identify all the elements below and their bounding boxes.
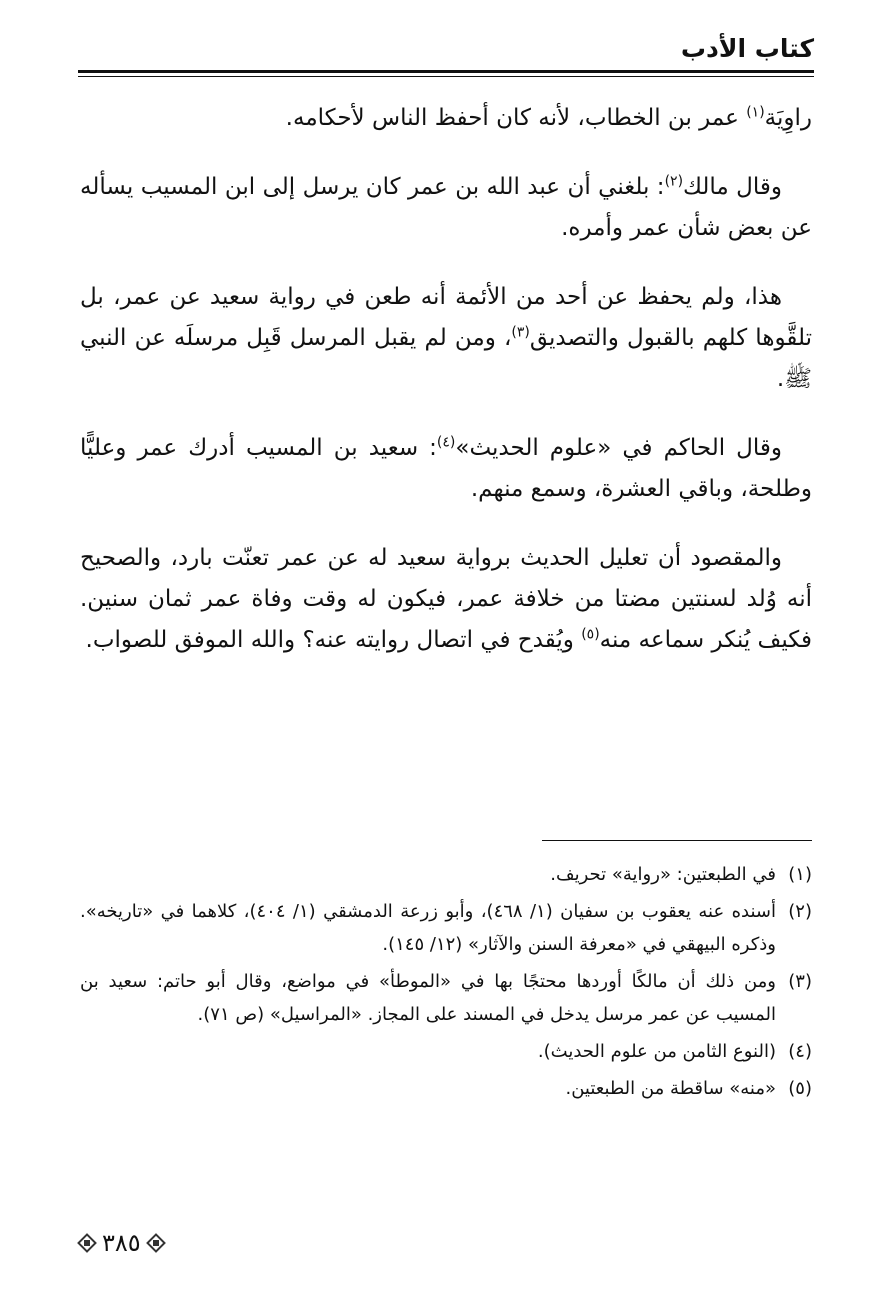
header-rule-thick <box>78 70 814 73</box>
main-text <box>80 98 812 689</box>
chapter-title: كتاب الأدب <box>680 34 814 63</box>
diamond-ornament-icon <box>78 1234 96 1252</box>
paragraph-text: هذا، ولم يحفظ عن أحد من الأئمة أنه طعن في رواية سعيد عن عمر، بل تلقَّوها كلهم بالقبول والتصديق <box>80 284 812 351</box>
footnote-number: (٢) <box>788 901 812 922</box>
footnote-item <box>80 965 812 1031</box>
paragraph-text: : سعيد بن المسيب أدرك عمر وعليًّا وطلحة، وباقي العشرة، وسمع منهم. <box>80 435 812 502</box>
footnote-item <box>80 895 812 961</box>
paragraph-text: ويُقدح في اتصال روايته عنه؟ والله الموفق للصواب. <box>85 627 582 653</box>
footnote-separator <box>542 840 812 841</box>
paragraph-text: والمقصود أن تعليل الحديث برواية سعيد له عن عمر تعنّت بارد، والصحيح أنه وُلد لسنتين مضتا من خلافة عمر، فيكون له وقت وفاة عمر ثمان سنين. فكيف يُنكر سماعه منه <box>80 545 812 653</box>
paragraph <box>80 428 812 510</box>
footnote-number: (٣) <box>788 971 812 992</box>
paragraph-text: : بلغني أن عبد الله بن عمر كان يرسل إلى ابن المسيب يسأله عن بعض شأن عمر وأمره. <box>80 174 812 241</box>
paragraph-text: عمر بن الخطاب، لأنه كان أحفظ الناس لأحكامه. <box>285 105 747 131</box>
footnote-text: ومن ذلك أن مالكًا أوردها محتجًا بها في «الموطأ» في مواضع، وقال أبو حاتم: سعيد بن المسيب عن عمر مرسل يدخل في المسند على المجاز. «المراسيل» (ص ٧١). <box>80 971 776 1025</box>
footnotes <box>80 858 812 1109</box>
paragraph <box>80 277 812 400</box>
page-number-block <box>78 1228 165 1258</box>
footnote-text: «منه» ساقطة من الطبعتين. <box>565 1078 776 1099</box>
footnote-text: في الطبعتين: «رواية» تحريف. <box>550 864 776 885</box>
paragraph <box>80 538 812 661</box>
footnote-reference[interactable]: (٤) <box>436 434 456 451</box>
footnote-text: (النوع الثامن من علوم الحديث). <box>537 1041 776 1062</box>
paragraph-text: راوِيَة <box>764 105 812 131</box>
paragraph <box>80 167 812 249</box>
running-header <box>78 30 814 74</box>
footnote-item <box>80 1035 812 1068</box>
footnote-item <box>80 858 812 891</box>
paragraph <box>80 98 812 139</box>
footnote-reference[interactable]: (١) <box>746 104 765 121</box>
diamond-ornament-icon <box>147 1234 165 1252</box>
paragraph-text: وقال الحاكم في «علوم الحديث» <box>455 435 782 461</box>
paragraph-text: ، ومن لم يقبل المرسل قَبِل مرسلَه عن النبي ﷺ. <box>80 325 812 392</box>
footnote-number: (٥) <box>788 1078 812 1099</box>
footnote-item <box>80 1072 812 1105</box>
footnote-reference[interactable]: (٥) <box>581 626 600 643</box>
footnote-text: أسنده عنه يعقوب بن سفيان (١/ ٤٦٨)، وأبو زرعة الدمشقي (١/ ٤٠٤)، كلاهما في «تاريخه». وذكره البيهقي في «معرفة السنن والآثار» (١٢/ ١٤٥). <box>80 901 776 955</box>
header-rule-thin <box>78 76 814 77</box>
footnote-number: (٤) <box>788 1041 812 1062</box>
footnote-number: (١) <box>788 864 812 885</box>
footnote-reference[interactable]: (٢) <box>664 173 684 190</box>
paragraph-text: وقال مالك <box>683 174 782 200</box>
footnote-reference[interactable]: (٣) <box>511 324 530 341</box>
page-number: ٣٨٥ <box>102 1229 141 1257</box>
